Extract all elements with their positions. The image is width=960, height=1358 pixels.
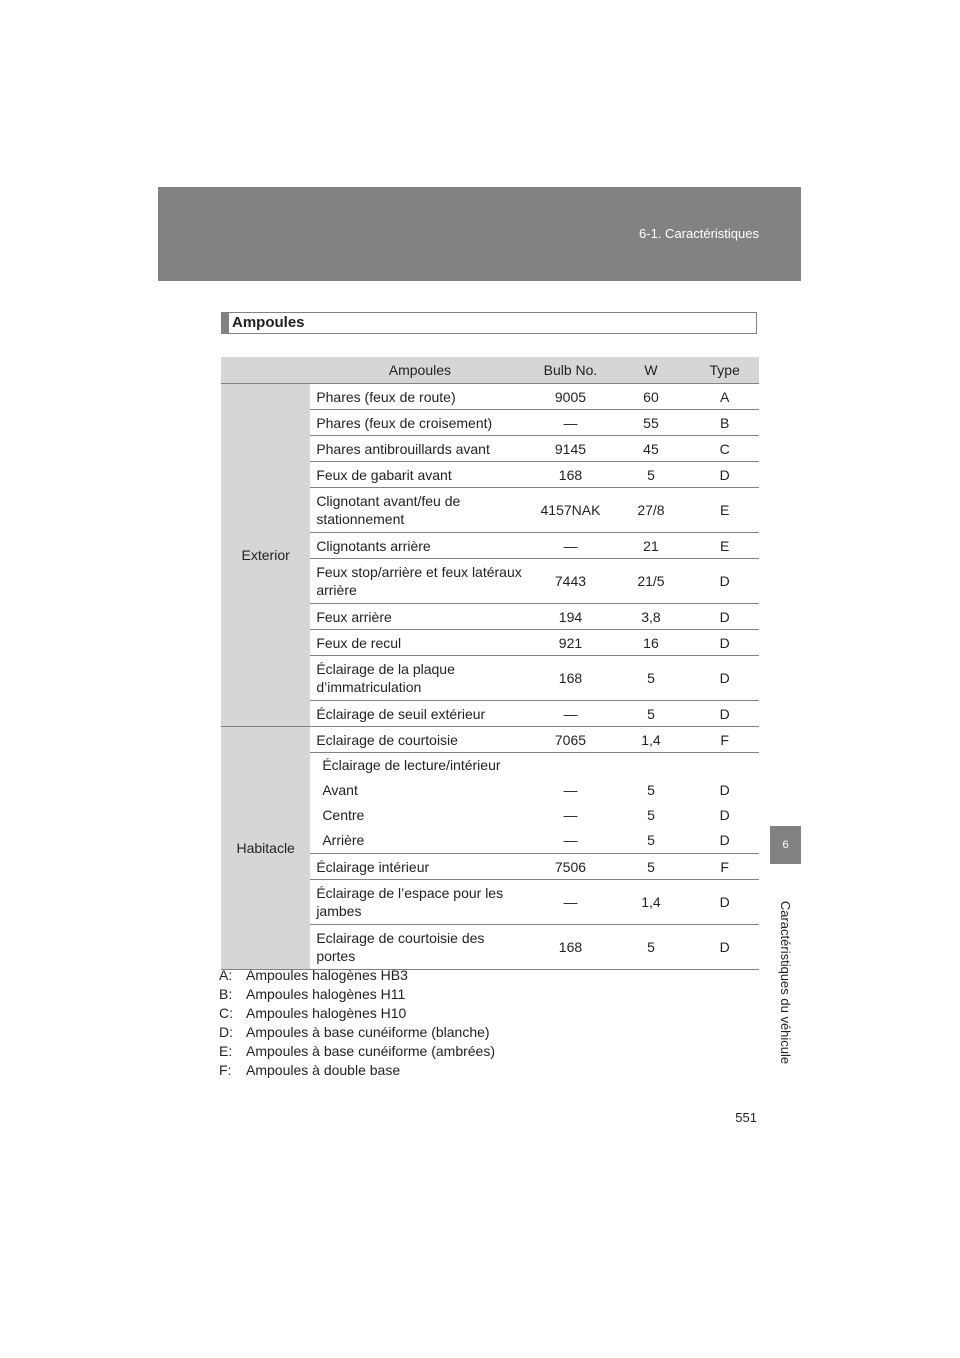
bulb-type: D — [719, 832, 730, 848]
bulb-type: D — [690, 701, 759, 727]
bulb-name: Eclairage de courtoisie des portes — [310, 925, 529, 970]
bulb-name: Éclairage de seuil extérieur — [310, 701, 529, 727]
bulb-number: 9145 — [529, 436, 611, 462]
section-title-box — [221, 312, 757, 334]
bulb-watt: 5 — [647, 807, 655, 823]
legend-item — [219, 1004, 495, 1023]
chapter-tab-label — [770, 864, 801, 1100]
bulb-watt: 21 — [612, 533, 691, 559]
bulb-number: 168 — [529, 462, 611, 488]
bulb-type: A — [690, 384, 759, 410]
bulb-name: Eclairage de courtoisie — [310, 727, 529, 753]
bulb-number-group — [529, 753, 611, 854]
legend-item — [219, 1061, 495, 1080]
bulb-name: Feux arrière — [310, 604, 529, 630]
bulb-watt: 1,4 — [612, 727, 691, 753]
section-title: Ampoules — [232, 314, 305, 331]
bulb-number: — — [563, 807, 578, 823]
bulb-number: 168 — [529, 925, 611, 970]
bulb-type: E — [690, 533, 759, 559]
bulb-number: — — [563, 832, 578, 848]
bulb-number: 921 — [529, 630, 611, 656]
bulb-group-title: Éclairage de lecture/intérieur — [322, 757, 501, 773]
legend-text: Ampoules à base cunéiforme (ambrées) — [246, 1043, 496, 1059]
header-ampoules: Ampoules — [310, 357, 529, 384]
bulb-name: Éclairage de l’espace pour les jambes — [310, 880, 529, 925]
bulb-name: Phares (feux de croisement) — [310, 410, 529, 436]
bulb-type: D — [690, 462, 759, 488]
spacer — [535, 753, 605, 778]
chapter-tab-label-text: Caractéristiques du véhicule — [778, 900, 793, 1064]
bulb-type: D — [690, 925, 759, 970]
section-breadcrumb: 6-1. Caractéristiques — [639, 226, 759, 241]
bulb-number: — — [529, 701, 611, 727]
chapter-header — [158, 187, 801, 281]
category-habitacle: Habitacle — [221, 727, 310, 970]
chapter-tab-number: 6 — [770, 826, 801, 864]
bulb-number: 7065 — [529, 727, 611, 753]
legend-key: B: — [219, 986, 233, 1002]
legend-key: E: — [219, 1043, 233, 1059]
legend-text: Ampoules à double base — [246, 1062, 401, 1078]
header-w: W — [612, 357, 691, 384]
legend-key: D: — [219, 1024, 233, 1040]
bulb-number: 7506 — [529, 854, 611, 880]
legend-key: F: — [219, 1062, 232, 1078]
bulb-name: Feux stop/arrière et feux latéraux arrière — [310, 559, 529, 604]
bulb-name: Éclairage intérieur — [310, 854, 529, 880]
bulb-number: — — [563, 782, 578, 798]
spacer — [618, 753, 685, 778]
bulb-type: B — [690, 410, 759, 436]
bulb-sub-name: Centre — [322, 807, 365, 823]
bulb-watt: 5 — [647, 832, 655, 848]
bulb-number: — — [529, 880, 611, 925]
bulb-type-legend — [219, 966, 495, 1080]
bulb-watt: 55 — [612, 410, 691, 436]
bulb-type: F — [690, 854, 759, 880]
legend-text: Ampoules à base cunéiforme (blanche) — [246, 1024, 490, 1040]
header-bulb-no: Bulb No. — [529, 357, 611, 384]
bulb-number: 4157NAK — [529, 488, 611, 533]
bulb-type: D — [719, 782, 730, 798]
bulb-number: 7443 — [529, 559, 611, 604]
legend-item — [219, 966, 495, 985]
bulb-watt: 5 — [612, 701, 691, 727]
bulb-name: Éclairage de la plaque d’immatriculation — [310, 656, 529, 701]
legend-key: A: — [219, 967, 233, 983]
bulb-watt-group — [612, 753, 691, 854]
bulb-watt: 5 — [612, 854, 691, 880]
bulb-type: D — [719, 807, 730, 823]
bulb-name-group — [310, 753, 529, 854]
bulb-name: Phares (feux de route) — [310, 384, 529, 410]
table-header-row — [221, 357, 759, 384]
legend-text: Ampoules halogènes H10 — [246, 1005, 407, 1021]
bulb-name: Feux de recul — [310, 630, 529, 656]
bulb-type: F — [690, 727, 759, 753]
bulb-watt: 5 — [647, 782, 655, 798]
bulb-sub-name: Arrière — [322, 832, 365, 848]
bulb-type: D — [690, 630, 759, 656]
bulb-type: D — [690, 604, 759, 630]
legend-key: C: — [219, 1005, 233, 1021]
bulb-sub-name: Avant — [322, 782, 358, 798]
bulb-number: — — [529, 410, 611, 436]
bulb-number: — — [529, 533, 611, 559]
spacer — [696, 753, 753, 778]
bulb-watt: 5 — [612, 925, 691, 970]
legend-item — [219, 985, 495, 1004]
bulb-watt: 60 — [612, 384, 691, 410]
header-category — [221, 357, 310, 384]
category-exterior: Exterior — [221, 384, 310, 727]
bulb-watt: 5 — [612, 462, 691, 488]
bulb-type-group — [690, 753, 759, 854]
bulb-watt: 5 — [612, 656, 691, 701]
bulb-type: D — [690, 656, 759, 701]
bulb-watt: 21/5 — [612, 559, 691, 604]
bulb-type: D — [690, 880, 759, 925]
bulb-name: Phares antibrouillards avant — [310, 436, 529, 462]
bulb-type: E — [690, 488, 759, 533]
bulb-type: D — [690, 559, 759, 604]
bulb-table — [221, 357, 759, 970]
bulb-name: Clignotant avant/feu de stationnement — [310, 488, 529, 533]
legend-item — [219, 1023, 495, 1042]
table-row — [221, 727, 759, 753]
bulb-name: Feux de gabarit avant — [310, 462, 529, 488]
legend-item — [219, 1042, 495, 1061]
bulb-watt: 27/8 — [612, 488, 691, 533]
bulb-watt: 16 — [612, 630, 691, 656]
bulb-name: Clignotants arrière — [310, 533, 529, 559]
bulb-type: C — [690, 436, 759, 462]
legend-text: Ampoules halogènes H11 — [246, 986, 406, 1002]
header-type: Type — [690, 357, 759, 384]
bulb-watt: 1,4 — [612, 880, 691, 925]
bulb-number: 9005 — [529, 384, 611, 410]
bulb-watt: 45 — [612, 436, 691, 462]
page-number: 551 — [735, 1110, 757, 1125]
bulb-watt: 3,8 — [612, 604, 691, 630]
table-row — [221, 384, 759, 410]
bulb-number: 168 — [529, 656, 611, 701]
legend-text: Ampoules halogènes HB3 — [246, 967, 408, 983]
section-title-bar — [222, 313, 229, 333]
bulb-number: 194 — [529, 604, 611, 630]
